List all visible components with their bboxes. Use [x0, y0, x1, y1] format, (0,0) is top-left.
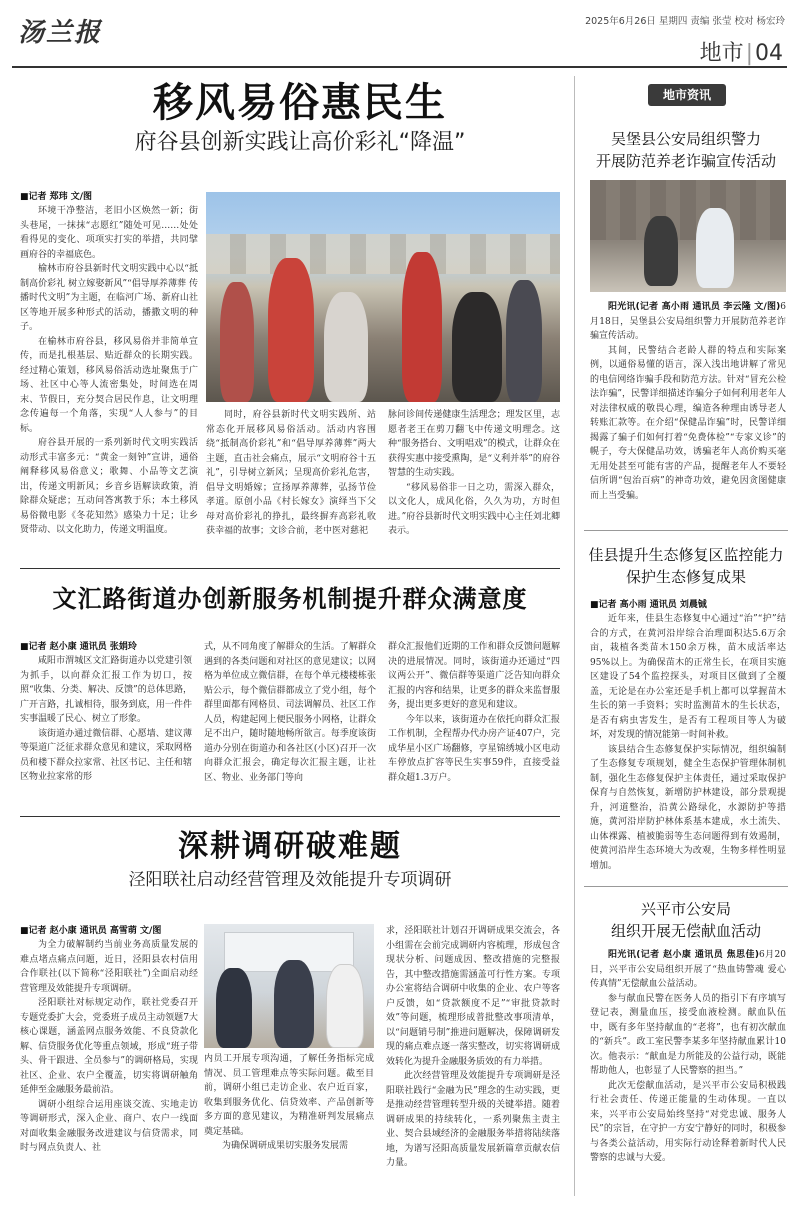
side1-title-line: 吴堡县公安局组织警力	[610, 130, 761, 148]
side1-photo	[590, 180, 786, 292]
photo-person	[274, 960, 314, 1048]
side1-para: 其间，民警结合老龄人群的特点和实际案例，以通俗易懂的语言，深入浅出地讲解了常见的电信网络诈骗手段和防范方法。针对“冒充公检法诈骗”，民警详细描述诈骗分子如何利用老年人对法律权威的敬畏心理，编造各种理由诱导老人转账汇款等。在介绍“保健品诈骗”时，民警详细揭露了骗子们如何打着“免费体检”“专家义诊”的幌子，夸大保健品功效，诱骗老年人高价购买毫无用处甚至可能有害的产品，提醒老年人不要轻信所谓“包治百病”的神奇功效，避免因贪图健康而上当受骗。	[590, 345, 786, 501]
article3-para: 调研小组综合运用座谈交流、实地走访等调研形式，深入企业、商户、农户一线面对面收集金融服务改进建议与信贷需求，同时与网点负责人、社	[20, 1099, 198, 1153]
side3-byline: 阳光讯(记者 赵小康 通讯员 焦思佳)	[608, 950, 759, 960]
side1-para	[590, 300, 786, 344]
article2-col1	[20, 654, 192, 806]
sidebar-divider	[584, 886, 788, 887]
divider	[20, 568, 560, 569]
side2-byline: ■记者 高小雨 通讯员 刘晨铖	[590, 600, 707, 610]
sidebar-label: 地市资讯	[662, 88, 711, 102]
photo-wall	[590, 180, 786, 240]
header-rule	[12, 66, 787, 68]
side2-para: 近年来，佳县生态修复中心通过“治”“护”结合的方式，在黄河沿岸综合治理面积达5.6万余亩，栽植各类苗木150余万株，苗木成活率达95%以上。为确保苗木的正常生长，在项目实施区建设了54个监控探头，对项目区做到了全覆盖，无论是在办公室还是手机上都可以掌握苗木生长的第一手资料；实时监测苗木的生长状态，是否有病虫害发生，是否有工程项目等人为破坏，对发现的情况能第一时间补救。	[590, 614, 786, 740]
side2-title-line: 佳县提升生态修复区监控能力	[588, 546, 784, 564]
photo-person	[506, 280, 542, 402]
article3-col3-para: 求，泾阳联社计划召开调研成果交流会，各小组需在会前完成调研内容梳理，形成包含现状分析、问题成因、整改措施的完整报告，其中整改措施需涵盖可行性方案。专项办公室将结合调研中收集的企业、农户等客户反馈，如“贷款额度不足”“审批贷款时效”等问题，梳理形成普批整改事项清单，以“问题销号制”推进问题解决，保障调研发现的痛点难点逐一落实整改，切实将调研成效转化为提升金融服务质效的有力举措。	[386, 926, 560, 1067]
side2-title-line: 保护生态修复成果	[625, 568, 746, 586]
side3-title-line: 组织开展无偿献血活动	[610, 922, 761, 940]
article3-subtitle: 泾阳联社启动经营管理及效能提升专项调研	[128, 870, 452, 890]
photo-person	[216, 968, 252, 1048]
article2-col3-para: 今年以来，该街道办在依托向群众汇报工作机制，全程帮办代办房产证407户，完成华星小区广场翻修，亨星锦绣城小区电动车停放点扩容等民生实事59件，直接受益群众超1.3万户。	[388, 714, 560, 783]
article1-title: 移风易俗惠民生	[153, 80, 447, 126]
article1-col3-para: 脉问诊间传递健康生活理念；理发区里，志愿者老王在剪刀翻飞中传递文明理念。这种“服务搭台、文明唱戏”的模式，让群众在获得实惠中接受熏陶，是“义利并举”的府谷智慧的生动实践。	[388, 410, 560, 478]
section-name: 地市	[699, 41, 744, 66]
side1-title-line: 开展防范养老诈骗宣传活动	[595, 152, 776, 170]
article1-col1	[20, 204, 198, 535]
side3-title	[584, 898, 788, 942]
article1-col3-para: “移风易俗非一日之功，需深入群众，以文化人，成风化俗，久久为功，方时但进。”府谷县新时代文明实践中心主任刘北卿表示。	[388, 482, 560, 536]
article2-para: 该街道办通过微信群、心愿墙、建议薄等渠道广泛征求群众意见和建议，采取网格员和楼下群众拉家常、社区书记、主任和辖区物业拉家常的形	[20, 728, 192, 782]
article2-col3	[388, 640, 560, 806]
article1-col3	[388, 408, 560, 558]
divider	[20, 816, 560, 817]
side1-byline: 阳光讯(记者 高小雨 通讯员 李云隆 文/图)	[608, 302, 781, 312]
photo-person	[326, 964, 364, 1048]
article3-para: 泾阳联社对标规定动作，联社党委召开专题党委扩大会，党委班子成员主动领题7大核心课题，涵盖网点服务效能、不良贷款化解、信贷服务优化等重点领域，形成“班子带头、骨干跟进、全员参与”的调研格局，实现社区、企业、农户全覆盖，切实将调研触角延伸至金融服务最前沿。	[20, 998, 198, 1095]
side3-para: 参与献血民警在医务人员的指引下有序填写登记表，测量血压，接受血液检测。献血队伍中，既有多年坚持献血的“老将”，也有初次献血的“新兵”。政工室民警李某多年坚持献血累计10次。他表示：“献血是力所能及的公益行动，既能帮助他人，也彰显了人民警察的担当。”	[590, 993, 786, 1076]
photo-person	[696, 208, 734, 288]
photo-buildings	[206, 234, 560, 274]
side2-body	[590, 612, 786, 880]
article3-title: 深耕调研破难题	[178, 829, 402, 864]
article3-col1	[20, 938, 198, 1200]
article2-title: 文汇路街道办创新服务机制提升群众满意度	[52, 585, 528, 613]
side2-para: 该县结合生态修复保护实际情况，组织编制了生态修复专项规划，健全生态保护管理体制机制，强化生态修复保护主体责任，通过采取保护保育与自然恢复，新增防护林建设，部分景观提升，河道整治，沿黄公路绿化，水源防护等措施，黄河沿岸防护林体系基本建成，水土流失、山体裸露、植被脆弱等生态问题得到有效遏制，使黄河沿岸生态环境大为改观，生物多样性明显增加。	[590, 744, 786, 871]
article3-para: 为全力破解制约当前业务高质量发展的难点堵点痛点问题，近日，泾阳县农村信用合作联社(以下简称“泾阳联社”)全面启动经营管理及效能提升专项调研。	[20, 940, 198, 994]
photo-person	[644, 216, 678, 286]
masthead-logo: 汤兰报	[18, 18, 103, 48]
side2-title	[584, 544, 788, 588]
article1-para: 榆林市府谷县新时代文明实践中心以“抵制高价彩礼 树立嫁娶新风”“倡导厚养薄葬 传播时代文明”为主题，在临河广场、新府山社区等地开展多种形式的活动，播撒文明的种子。	[20, 264, 198, 332]
photo-person	[324, 292, 368, 402]
sidebar-rule	[574, 76, 575, 1196]
article3-col3	[386, 924, 560, 1200]
article2-col2: 式，从不同角度了解群众的生活。了解群众遇到的各类问题和对社区的意见建议；以网格为单位成立微信群，在每个单元楼楼栋张贴公示，每个微信群都成立了党小组，每个群里面都有网格员、司法调解员、社区工作人员，构建起网上便民服务小网格，让群众足不出户，随时随地畅所欲言。每季度该街道办分别在街道办和各社区(小区)召开一次向群众汇报会，确定每次汇报主题，让社区、物业、业务部门等向	[204, 642, 376, 783]
date-line: 2025年6月26日 星期四 责编 张莹 校对 杨宏玲	[585, 16, 785, 27]
photo-person	[268, 258, 314, 402]
side3-para-text: 6月20日，兴平市公安局组织开展了“热血铸警魂 爱心传真情”无偿献血公益活动。	[590, 950, 786, 989]
article3-photo	[204, 924, 374, 1048]
article3-col2-para: 内员工开展专项沟通，了解任务指标完成情况、员工管理难点等实际问题。截至目前，调研小组已走访企业、农户近百家，收集到服务优化、信贷效率、产品创新等多方面的意见建议，为精准研判发展痛点奠定基础。	[204, 1054, 374, 1137]
side3-para: 此次无偿献血活动，是兴平市公安局积极践行社会责任、传递正能量的生动体现。一直以来，兴平市公安局始终坚持“对党忠诚、服务人民”的宗旨，在守护一方安宁静好的同时，积极参与各类公益活动，用实际行动诠释着新时代人民警察的忠诚与大爱。	[590, 1080, 786, 1163]
article2-para: 咸阳市渭城区文汇路街道办以党建引领为抓手，以向群众汇报工作为切口，按照“收集、分类、解决、反馈”的总体思路，广开言路，扎诚相待，服务到底，用一件件实事温暖了民心、树立了形象。	[20, 656, 192, 724]
side3-body	[590, 948, 786, 1200]
page-number: 04	[755, 41, 783, 66]
article2-col3-para: 群众汇报他们近期的工作和群众反馈问题解决的进展情况。同时，该街道办还通过“四议两公开”、微信群等渠道广泛告知向群众汇报的内容和结果，让更多的群众来监督服务，提出更多更好的意见和建议。	[388, 642, 560, 710]
article3-col2-para: 为确保调研成果切实服务发展需	[222, 1141, 349, 1151]
side1-para-text: 6月18日，吴堡县公安局组织警力开展防范养老诈骗宣传活动。	[590, 302, 786, 341]
article3-col3-para: 此次经营管理及效能提升专项调研是泾阳联社践行“金融为民”理念的生动实践，更是推动经营管理转型升级的关键举措。随着调研成果的持续转化，一系列聚焦主责主业、契合县域经济的金融服务举措将陆续落地，为谱写泾阳高质量发展新篇章贡献农信力量。	[386, 1071, 560, 1168]
article1-para: 环境干净整洁，老旧小区焕然一新；街头巷尾，一抹抹“志愿红”随处可见……处处看得见的变化、项项实打实的举措，共同擘画府谷的幸福底色。	[20, 206, 198, 260]
sidebar-divider	[584, 530, 788, 531]
article1-subtitle: 府谷县创新实践让高价彩礼“降温”	[134, 130, 466, 155]
side3-title-line: 兴平市公安局	[640, 900, 731, 918]
article3-byline: ■记者 赵小康 通讯员 高雪萌 文/图	[20, 926, 162, 936]
article1-byline: ■记者 郑玮 文/图	[20, 192, 93, 202]
article1-para: 府谷县开展的一系列新时代文明实践活动形式丰富多元：“黄金一刻钟”宣讲，通俗阐释移风易俗意义；歌舞、小品等文艺演出，传递文明新风；乡音乡语解读政策，消除群众疑虑；互动问答寓教于乐；本土移风易俗微电影《冬花知然》感染力十足；让乡贤带动、以文化助力，传递文明温度。	[20, 438, 198, 535]
article2-byline: ■记者 赵小康 通讯员 张娟玲	[20, 642, 137, 652]
article3-col2	[204, 1052, 374, 1200]
photo-person	[402, 252, 442, 402]
article1-para: 在榆林市府谷县，移风易俗并非简单宣传，而是扎根基层、贴近群众的长期实践。经过精心策划，移风易俗活动选址聚焦于广场、社区中心等人流密集处，时间选在周末、节假日，充分契合居民作息，让文明理念传遍每一个角落，实现“人人参与”的目标。	[20, 336, 198, 434]
side1-body	[590, 300, 786, 526]
article1-photo	[206, 192, 560, 402]
side1-title	[584, 128, 788, 172]
section-header: 地市|04	[699, 41, 783, 66]
photo-person	[220, 282, 254, 402]
photo-person	[452, 292, 502, 402]
side3-para	[590, 948, 786, 992]
article1-col2: 同时，府谷县新时代文明实践所、站常态化开展移风易俗活动。活动内容围绕“抵制高价彩礼”和“倡导厚养薄葬”两大主题，直击社会痛点，展示“文明府谷十五礼”，引导树立新风；呈现高价彩礼危害，倡导文明婚嫁；宣扬厚养薄葬，弘扬节俭孝道。原创小品《村长嫁女》演绎当下父母对高价彩礼的挣扎，最终摒弃高彩礼收获幸福的故事；文诊合前，老中医对慈祀	[206, 410, 376, 536]
